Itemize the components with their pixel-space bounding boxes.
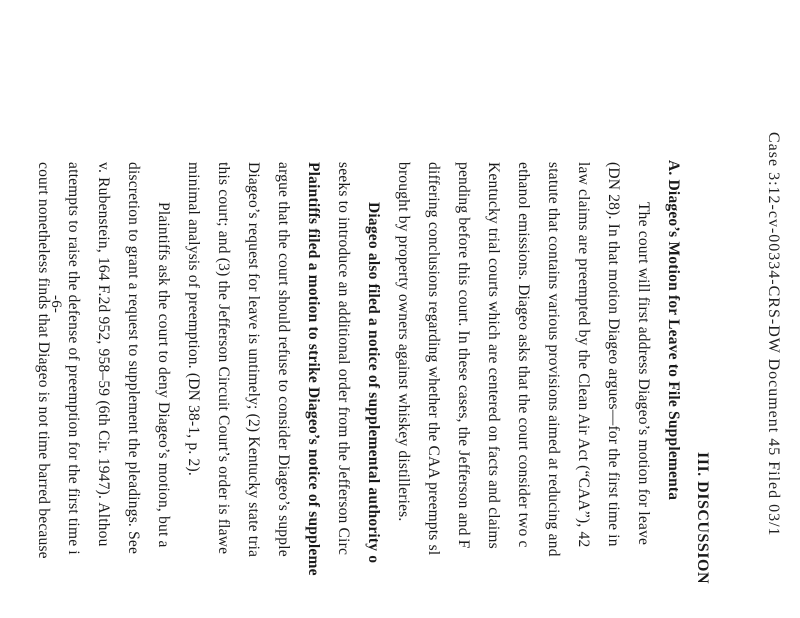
body-line-4: statute that contains various provisions aimed at reducing and bbox=[545, 162, 562, 557]
subsection-heading: A. Diageo’s Motion for Leave to File Supplementa bbox=[665, 160, 682, 501]
body-line-10: Diageo also filed a notice of supplemental authority o bbox=[365, 202, 382, 564]
page-number: -6- bbox=[48, 295, 64, 314]
body-line-1: The court will first address Diageo’s motion for leave bbox=[635, 202, 652, 546]
body-line-2: (DN 28). In that motion Diageo argues—for the first time in bbox=[605, 162, 622, 547]
body-line-18: discretion to grant a request to supplement the pleadings. See bbox=[125, 162, 142, 555]
body-line-9: brought by property owners against whiskey distilleries. bbox=[395, 162, 412, 522]
body-line-6: Kentucky trial courts which are centered on facts and claims bbox=[485, 162, 502, 549]
body-line-12: Plaintiffs filed a motion to strike Diageo’s notice of suppleme bbox=[305, 162, 322, 576]
body-line-21: court nonetheless finds that Diageo is not time barred because bbox=[35, 162, 52, 559]
body-line-15: this court; and (3) the Jefferson Circuit Court’s order is flawe bbox=[215, 162, 232, 555]
body-line-7: pending before this court. In these cases, the Jefferson and F bbox=[455, 162, 472, 549]
body-line-14: Diageo’s request for leave is untimely; (2) Kentucky state tria bbox=[245, 162, 262, 558]
body-line-13: argue that the court should refuse to consider Diageo’s supple bbox=[275, 162, 292, 557]
body-line-20: attempts to raise the defense of preemption for the first time i bbox=[65, 162, 82, 555]
body-line-8: differing conclusions regarding whether the CAA preempts sl bbox=[425, 162, 442, 556]
section-heading: III. DISCUSSION bbox=[694, 452, 711, 584]
body-line-3: law claims are preempted by the Clean Air Act (“CAA”), 42 bbox=[575, 162, 592, 548]
body-line-5: ethanol emissions. Diageo asks that the court consider two c bbox=[515, 162, 532, 548]
case-header: Case 3:12-cv-00334-CRS-DW Document 45 Filed 03/1 bbox=[765, 132, 782, 537]
body-line-16: minimal analysis of preemption. (DN 38-1, p. 2). bbox=[185, 162, 202, 476]
body-line-17: Plaintiffs ask the court to deny Diageo’s motion, but a bbox=[155, 202, 172, 548]
body-line-11: seeks to introduce an additional order from the Jefferson Circ bbox=[335, 162, 352, 556]
body-line-19: v. Rubenstein, 164 F.2d 952, 958–59 (6th Cir. 1947). Althou bbox=[95, 162, 112, 547]
